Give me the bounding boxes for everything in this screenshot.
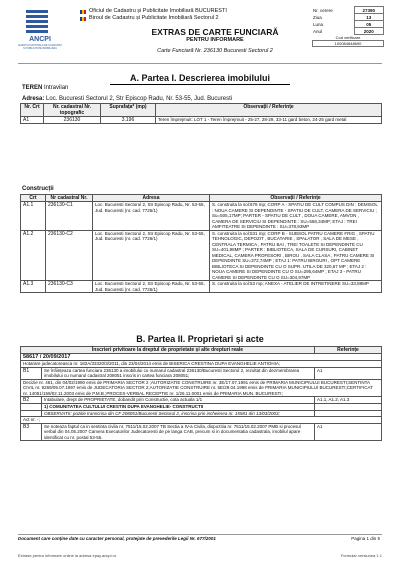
logo-text: ANCPI <box>29 36 51 43</box>
office-line-2: Biroul de Cadastru și Publicitate Imobiliară Sectorul 2 <box>89 15 219 21</box>
meta-value: 13 <box>354 14 383 21</box>
teren-table <box>20 103 382 124</box>
table-header: Adresa <box>93 195 210 202</box>
table-cell: Loc. Bucuresti Sectorul 2, Str Episcop Radu, Nr. 53-55, Jud. Bucuresti (nr. cad. 7726/1) <box>93 281 210 293</box>
proprietari-table <box>20 346 382 441</box>
entry-text: 1) COMUNITATEA CULTULUI CRESTIN DUPA EVANGHELIE- CONSTRUCTII <box>42 404 315 411</box>
table-header: Nr cadastral Nr. <box>46 195 93 202</box>
divider <box>18 534 382 535</box>
entry-text: Se înființeaza cartea funciara 236130 a imobilului cu numarul cadastral 236130/Bucuresti Sectorul 2, rezultat din dezmembrarea imobilului cu numarul cadastral 208051 inscris in cartea funciara 208051; <box>42 367 315 379</box>
table-cell: 236130-C2 <box>46 230 93 281</box>
divider <box>110 84 290 85</box>
table-row <box>21 354 382 361</box>
entry-ref: A1.1, A1.2, A1.3 <box>315 397 382 404</box>
table-header: Observații / Referințe <box>210 195 382 202</box>
table-row <box>21 230 382 281</box>
table-cell: A1.3 <box>21 281 46 293</box>
romania-flag-icon <box>80 17 86 21</box>
footer-bar <box>18 553 382 558</box>
table-cell: A1.2 <box>21 230 46 281</box>
table-header: Nr. cadastral Nr. topografic <box>44 104 101 117</box>
table-cell: 236130 <box>44 117 101 124</box>
table-header: Suprafața* (mp) <box>101 104 156 117</box>
meta-label: Ziua <box>313 14 322 20</box>
part-a-title: A. Partea I. Descrierea imobilului <box>129 73 271 83</box>
logo-subtext: AGENTIA NATIONALA DE CADASTRU SI PUBLICITATE IMOBILIARA <box>18 44 62 50</box>
table-row <box>21 117 382 124</box>
form-version: Formular versiunea 1.1 <box>340 553 382 558</box>
table-header: Observații / Referințe <box>156 104 382 117</box>
adresa-label: Adresa: <box>22 96 45 102</box>
table-cell: A1 <box>21 117 44 124</box>
table-cell: S. construita la sol:678 mp; CORP A - SPATIU DE CULT COMPUS DIN : DEMISOL : NOUA CAMERE SI DEPENDINTE - SPATIU DE CULT, CAMERA DE SERVICIU ; Su=505,17MP; PARTER - SPATIU DE CULT , DOUA CAMERE, AMVON , CAMERA DE SERVICIU SI DEPENDINTE : SU=558,34MP; ETAJ : TREI AMFITEATRE SI DEPENDINTE : SU=378,93MP <box>210 202 382 231</box>
table-header: Nr. Crt <box>21 104 44 117</box>
entry-act: Decizie nr. 461, din 04/02/1990 emis de PRIMARIA SECTOR 2 ;AUTORIZATIE CONSTRUIRE nr. 3E/17.07.1991 emis de PRIMARIA MUNICIPIULUI BUCURESTI;SENTINTA CIVIL nr. 9269/09.07.1997 emis de JUDECATORIA SECTOR 2;AUTORIZATIE CONSTRUIRE nr. 5E/29.04.1998 emis de PRIMARIA MUNICIPIULUI BUCURESTI;CERTIFICAT nr. 14051/159/02.11.2003 emis de P.M.B.;PROCES-VERBAL RECEPTIE nr. 1/26.11.0001 emis de PRIMARIA MUN. BUCURESTI; <box>21 379 382 397</box>
meta-value: 2020 <box>354 28 383 35</box>
table-cell: Loc. Bucuresti Sectorul 2, Str Episcop Radu, Nr. 53-55, Jud. Bucuresti (nr. cad. 7726/1) <box>93 202 210 231</box>
teren-value: Intravilan <box>44 85 69 91</box>
constructii-table <box>20 194 382 293</box>
romania-flag-icon <box>80 10 86 14</box>
table-row <box>21 202 382 231</box>
teren-line <box>22 85 68 91</box>
table-cell: 236130-C3 <box>46 281 93 293</box>
table-cell: Loc. Bucuresti Sectorul 2, Str Episcop Radu, Nr. 53-55, Jud. Bucuresti (nr. cad. 7726/1) <box>93 230 210 281</box>
verification-code-label: Cod verificare <box>335 35 361 40</box>
table-cell: A1.1 <box>21 202 46 231</box>
entry-code: B1 <box>21 367 42 379</box>
entry-act: Hotarare judecatoreasca nr. 182A/33320/3/2011, din 23/04/2014 emis de BISERICA CRESTINA DUPA EVANGHELIE ANTIOHIA; <box>21 361 382 368</box>
entry-ref: A1 <box>315 423 382 441</box>
table-cell: S. construita la sol:53 mp; ANEXA - ATELIER DE INTRETINERE SU=33,88MP <box>210 281 382 293</box>
entry-ref: A1 <box>315 367 382 379</box>
document-title: EXTRAS DE CARTE FUNCIARĂ <box>151 27 279 37</box>
table-header: Referințe <box>315 347 382 354</box>
adresa-value: Loc. Bucuresti Sectorul 2, Str Episcop Radu, Nr. 53-55, Jud. Bucuresti <box>46 96 233 102</box>
divider <box>18 63 382 64</box>
entry-act: Act nr. -; <box>21 417 382 424</box>
ancpi-logo <box>18 8 62 48</box>
table-row <box>21 367 382 379</box>
table-row <box>21 397 382 404</box>
table-cell: 236130-C1 <box>46 202 93 231</box>
table-cell: S. construita la sol:531 mp; CORP B - SUBSOL PATRU CAMERE FRIG , SPATIU TEHNOLOGIC, DEPOZIT , BUCATARIE , SPALATOR , SALA DE MESE , CENTRALA TERMICA , PATRU BAI , TREI TOALETE SI DEPENDINTE CU SU=401,98MP ; PARTER : BIBLIOTECA, SALA DE CURSURI, CABINET MEDICAL, CAMERA PROFESORI , BIROU , SALA CLASA , PATRU CAMERE SI DEPENDINTE SU=372,74MP ; ETAJ 1: PATRU BIROURI , OPT CAMERE BIBLIOTECA SI DEPENDINTE CU O SUPR. UTILA DE 320,67 MP ; ETAJ 2 : NOUA CAMERE SI DEPENDINTE CU O SU=295,64MP ; ETAJ 3 - PATRU CAMERE SI DEPENDINTE CU O SU=304,97MP <box>210 230 382 281</box>
table-row <box>21 423 382 441</box>
page-number: Pagina 1 din 5 <box>351 536 380 541</box>
part-b-title: B. Partea II. Proprietari și acte <box>136 334 264 344</box>
meta-label: Luna <box>313 21 324 27</box>
meta-value: 27390 <box>354 7 383 14</box>
document-subtitle: PENTRU INFORMARE <box>186 37 244 43</box>
entry-text: Se noteaza faptul ca in sentinta civila nr. 7511/15.02.2007 TB Sectia a IV-a Civila, dispozitia nr. 7511/15.02.2007 PMB si procesul verbal din 04.05.2007 Camera Executorilor Judecatoresti de pe langa CAB, precum si in documentatia cadastrala, imobilul apare identificat cu nr. postal 53-55. <box>42 423 315 441</box>
request-meta <box>312 6 384 47</box>
constructii-label: Construcții <box>22 186 54 192</box>
entry-code: B2 <box>21 397 42 404</box>
entry-text: Intabulare, drept de PROPRIETATE, dobandit prin Constructie, cota actuala 1/1 <box>42 397 315 404</box>
table-row <box>21 281 382 293</box>
table-cell: Teren împrejmuit: LOT 1 - Teren împrejmuit - 25-27, 28-29, 33-11 gard beton, 24-25 gard metal <box>156 117 382 124</box>
entry-code: B3 <box>21 423 42 441</box>
table-header: Înscrieri privitoare la dreptul de proprietate și alte drepturi reale <box>21 347 315 354</box>
meta-value: 05 <box>354 21 383 28</box>
adresa-line <box>22 96 232 102</box>
meta-label: Nr. cerere <box>313 7 333 13</box>
table-row <box>21 379 382 397</box>
meta-label: Anul <box>313 28 323 34</box>
entry-text: OBSERVATII: pozitie transcrisa din CF 208051/Bucuresti Sectorul 2, inscrisa prin incheierea nr. 15581 din 13/03/2003; <box>42 410 315 417</box>
office-line-1: Oficiul de Cadastru și Publicitate Imobiliară BUCURESTI <box>89 8 227 14</box>
entry-head: 58617 / 20/09/2017 <box>21 354 382 361</box>
footer-link-note: Extrase pentru informare online la adresa epay.ancpi.ro <box>18 553 117 558</box>
table-cell: 3.196 <box>101 117 156 124</box>
privacy-note: Document care conține date cu caracter personal, protejate de prevederile Legii Nr. 677/2001 <box>18 536 216 541</box>
cf-number: Carte Funciară Nr. 236130 Bucuresti Sectorul 2 <box>157 48 273 54</box>
table-header: Crt <box>21 195 46 202</box>
office-info <box>80 8 227 22</box>
verification-code-value: 100084848690 <box>312 40 384 47</box>
teren-label: TEREN <box>22 85 43 91</box>
